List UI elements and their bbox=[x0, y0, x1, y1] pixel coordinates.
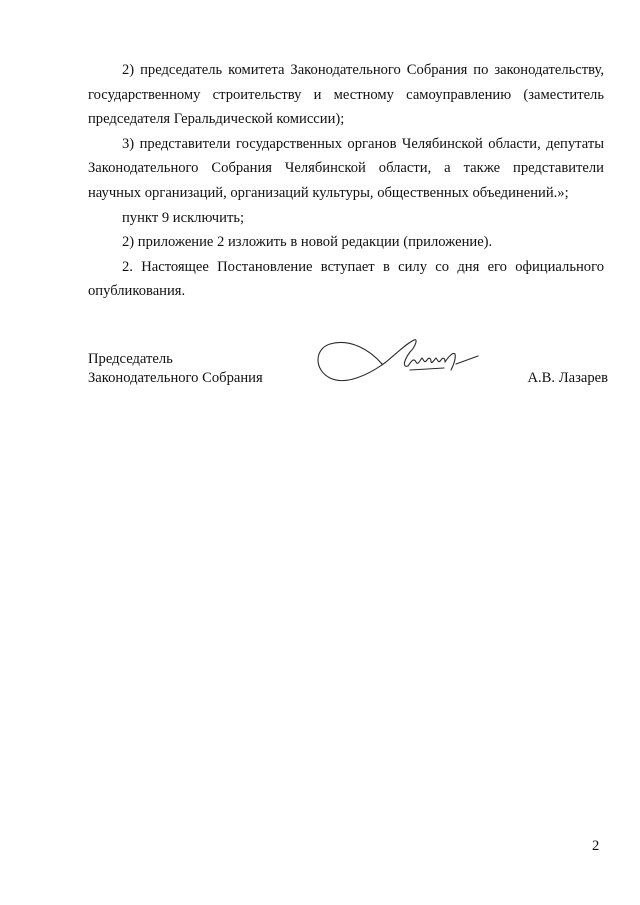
signatory-name: А.В. Лазарев bbox=[527, 369, 608, 386]
page-number: 2 bbox=[592, 838, 600, 854]
paragraph-exclude-item-9: пункт 9 исключить; bbox=[122, 209, 245, 226]
paragraph-appendix-2: 2) приложение 2 изложить в новой редакции (приложение). bbox=[122, 234, 493, 251]
signatory-title-line-1: Председатель bbox=[88, 351, 173, 367]
handwritten-signature bbox=[310, 330, 490, 390]
signatory-title bbox=[88, 350, 263, 387]
paragraph-representatives: 3) представители государственных органов Челябинской области, депутаты Законодательного Собрания Челябинской области, а также представители научных организаций, организаций культуры, общественных объединений.»; bbox=[88, 135, 604, 201]
signatory-title-line-2: Законодательного Собрания bbox=[88, 369, 263, 386]
document-body bbox=[88, 58, 604, 304]
paragraph-committee-chair: 2) председатель комитета Законодательного Собрания по законодательству, государственному строительству и местному самоуправлению (заместитель председателя Геральдической комиссии); bbox=[88, 62, 604, 128]
paragraph-effective-date: 2. Настоящее Постановление вступает в силу со дня его официального опубликования. bbox=[88, 258, 604, 300]
